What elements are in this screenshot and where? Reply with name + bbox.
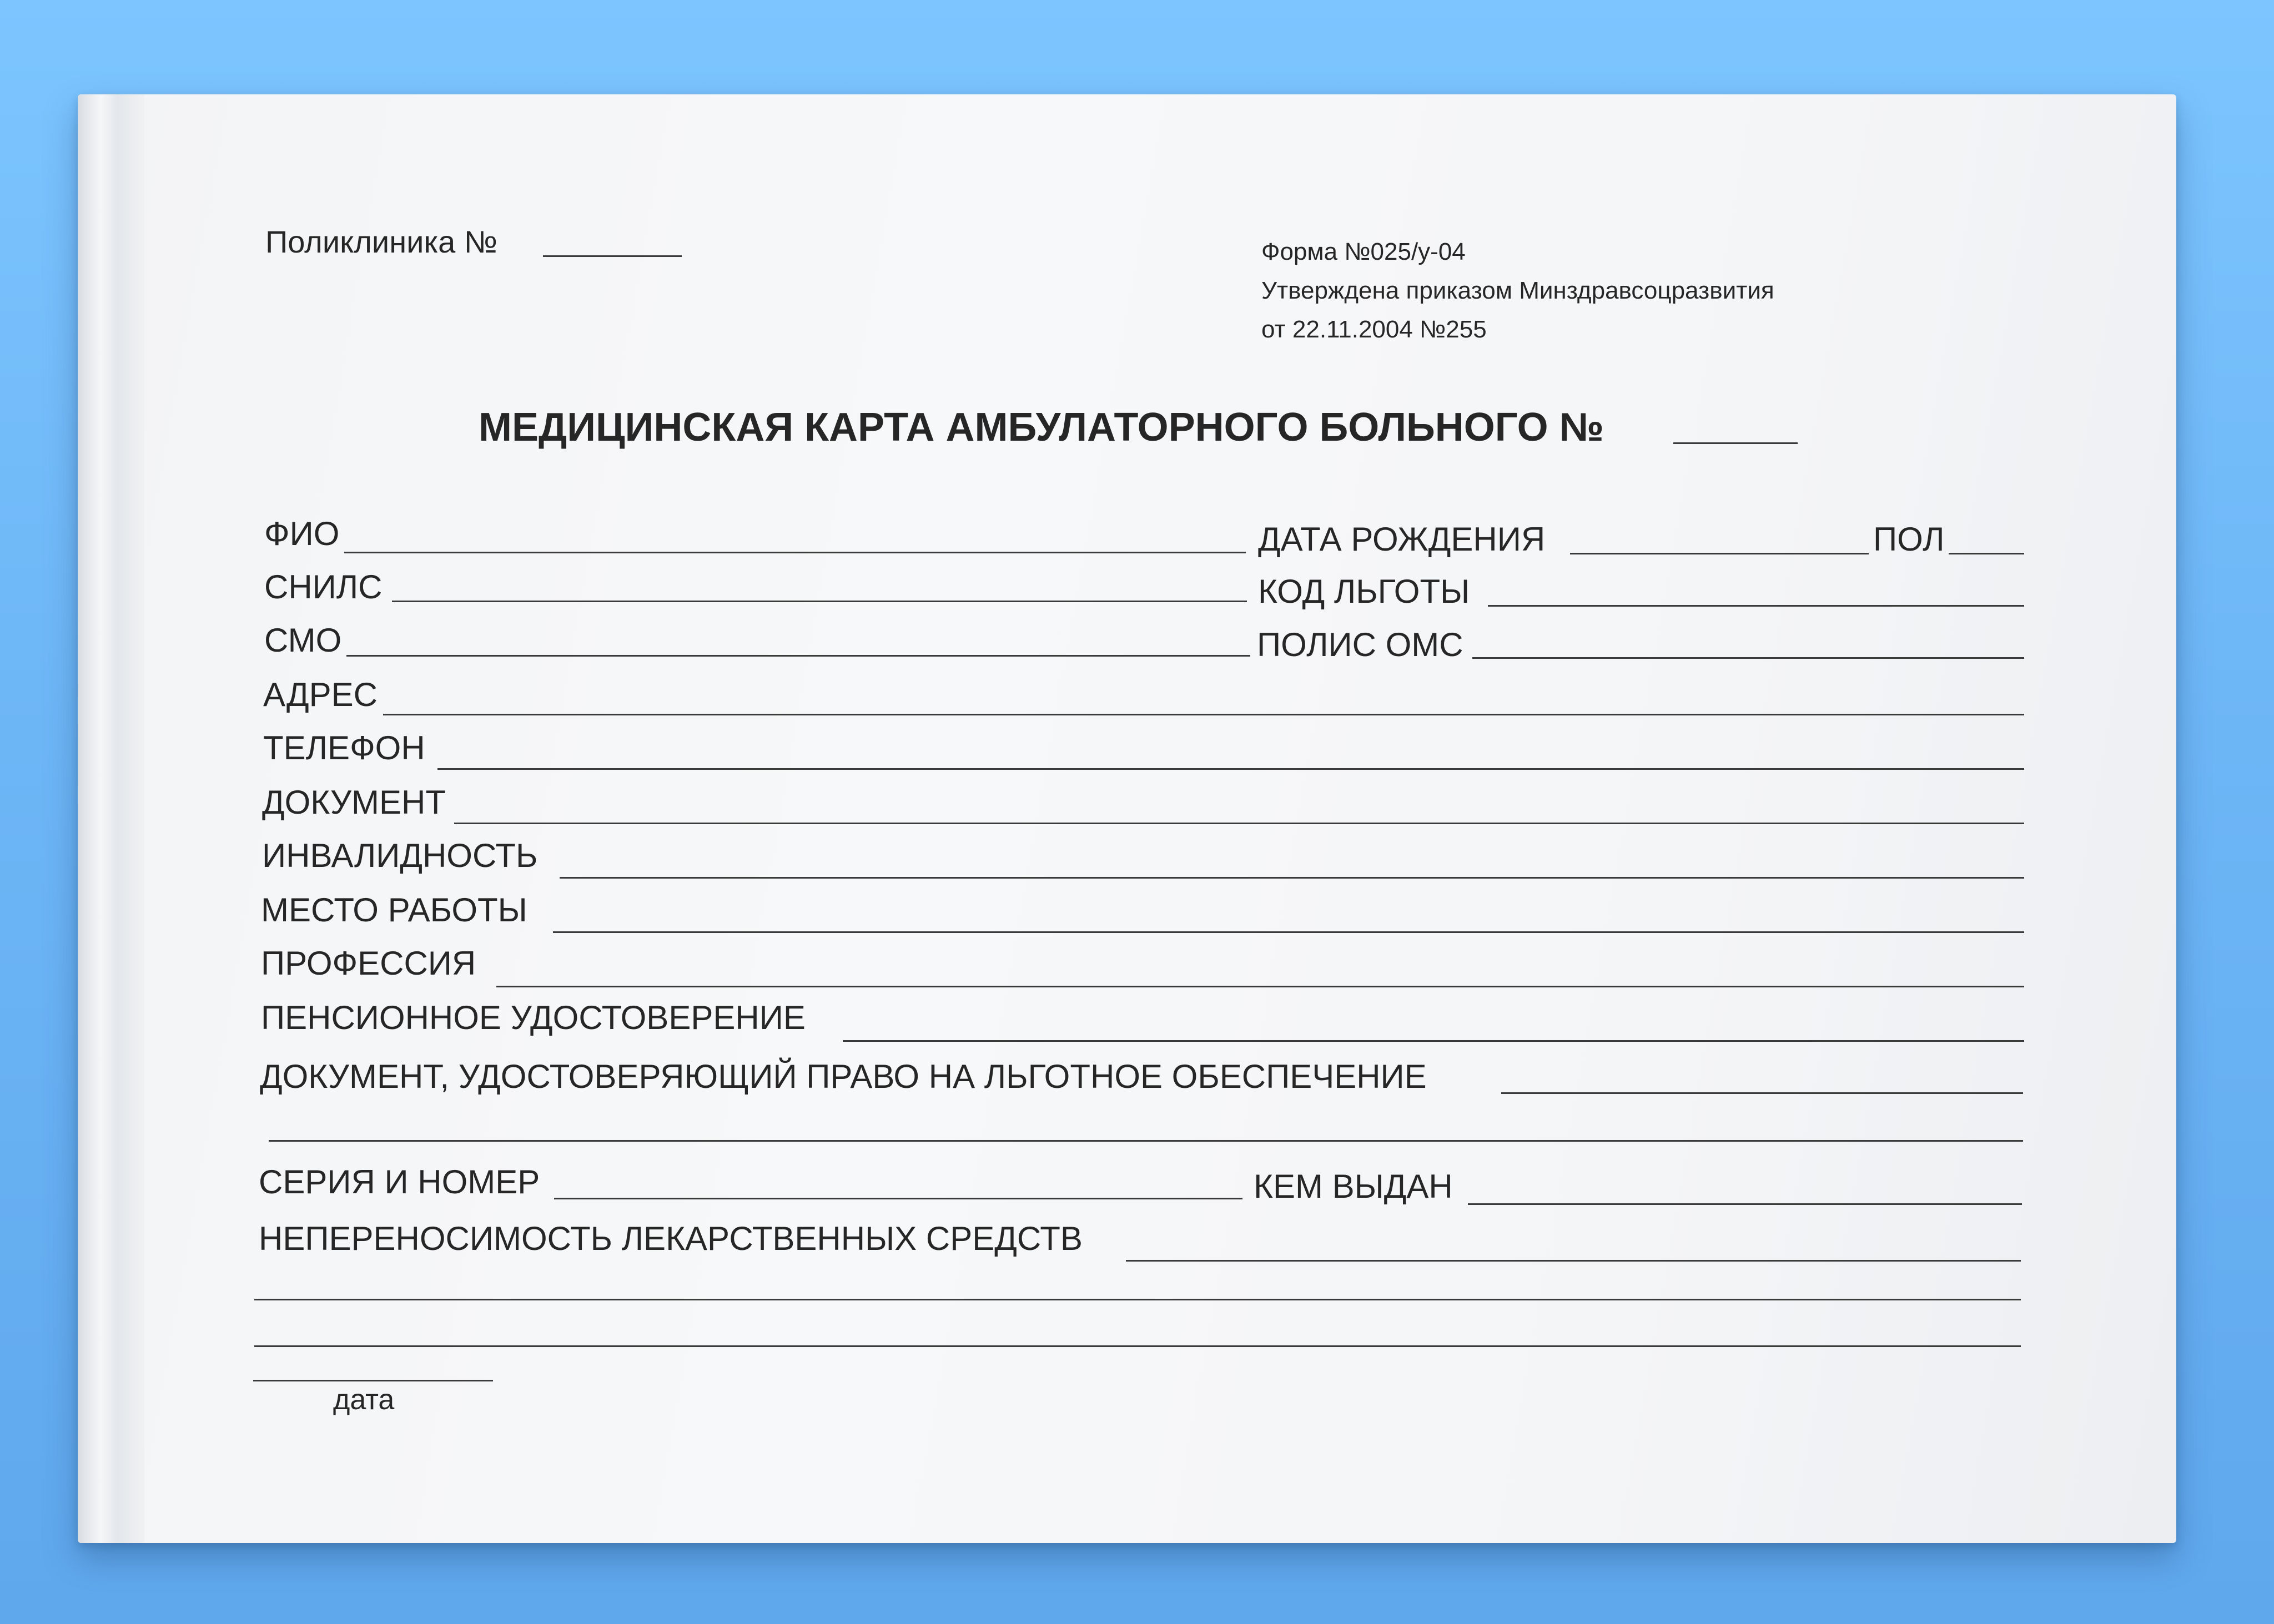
drug-intolerance-line-2[interactable]	[254, 1299, 2021, 1300]
date-line[interactable]	[253, 1380, 493, 1381]
sex-label: ПОЛ	[1873, 521, 1945, 558]
pension-certificate-label: ПЕНСИОННОЕ УДОСТОВЕРЕНИЕ	[261, 999, 806, 1036]
fio-label: ФИО	[264, 515, 340, 552]
approval-date: от 22.11.2004 №255	[1261, 316, 1487, 343]
address-line[interactable]	[383, 714, 2024, 715]
pension-certificate-line[interactable]	[843, 1040, 2024, 1042]
workplace-label: МЕСТО РАБОТЫ	[261, 891, 527, 929]
oms-policy-label: ПОЛИС ОМС	[1257, 626, 1463, 663]
birth-date-line[interactable]	[1570, 553, 1869, 554]
snils-line[interactable]	[392, 601, 1247, 602]
oms-policy-line[interactable]	[1472, 657, 2024, 659]
document-label: ДОКУМЕНТ	[262, 784, 446, 821]
profession-line[interactable]	[496, 986, 2024, 987]
address-label: АДРЕС	[263, 676, 378, 713]
birth-date-label: ДАТА РОЖДЕНИЯ	[1258, 521, 1546, 558]
sex-line[interactable]	[1949, 553, 2024, 554]
benefit-document-label: ДОКУМЕНТ, УДОСТОВЕРЯЮЩИЙ ПРАВО НА ЛЬГОТНОЕ ОБЕСПЕЧЕНИЕ	[260, 1058, 1427, 1095]
fio-line[interactable]	[344, 552, 1246, 553]
clinic-number-line[interactable]	[543, 255, 682, 257]
date-caption: дата	[333, 1384, 395, 1416]
clinic-label: Поликлиника №	[265, 224, 497, 259]
disability-label: ИНВАЛИДНОСТЬ	[262, 837, 538, 874]
workplace-line[interactable]	[553, 931, 2024, 933]
benefit-code-label: КОД ЛЬГОТЫ	[1258, 573, 1470, 610]
profession-label: ПРОФЕССИЯ	[261, 945, 476, 982]
drug-intolerance-line-3[interactable]	[254, 1345, 2021, 1347]
series-number-line[interactable]	[554, 1198, 1242, 1199]
benefit-code-line[interactable]	[1488, 605, 2024, 607]
page-title: МЕДИЦИНСКАЯ КАРТА АМБУЛАТОРНОГО БОЛЬНОГО №	[479, 405, 1604, 450]
phone-label: ТЕЛЕФОН	[263, 729, 425, 766]
smo-line[interactable]	[346, 655, 1250, 657]
benefit-document-line-2[interactable]	[269, 1140, 2023, 1142]
series-number-label: СЕРИЯ И НОМЕР	[259, 1163, 540, 1201]
drug-intolerance-label: НЕПЕРЕНОСИМОСТЬ ЛЕКАРСТВЕННЫХ СРЕДСТВ	[259, 1220, 1083, 1257]
form-number: Форма №025/у-04	[1261, 238, 1466, 265]
card-number-line[interactable]	[1673, 442, 1798, 444]
phone-line[interactable]	[437, 768, 2024, 770]
issued-by-line[interactable]	[1468, 1203, 2022, 1205]
disability-line[interactable]	[560, 877, 2024, 879]
document-line[interactable]	[454, 823, 2024, 824]
benefit-document-line[interactable]	[1501, 1092, 2023, 1094]
smo-label: СМО	[264, 622, 342, 659]
issued-by-label: КЕМ ВЫДАН	[1254, 1168, 1453, 1205]
approval-order: Утверждена приказом Минздравсоцразвития	[1261, 277, 1774, 304]
drug-intolerance-line[interactable]	[1126, 1260, 2021, 1262]
book-spine	[78, 94, 144, 1543]
snils-label: СНИЛС	[264, 568, 383, 606]
